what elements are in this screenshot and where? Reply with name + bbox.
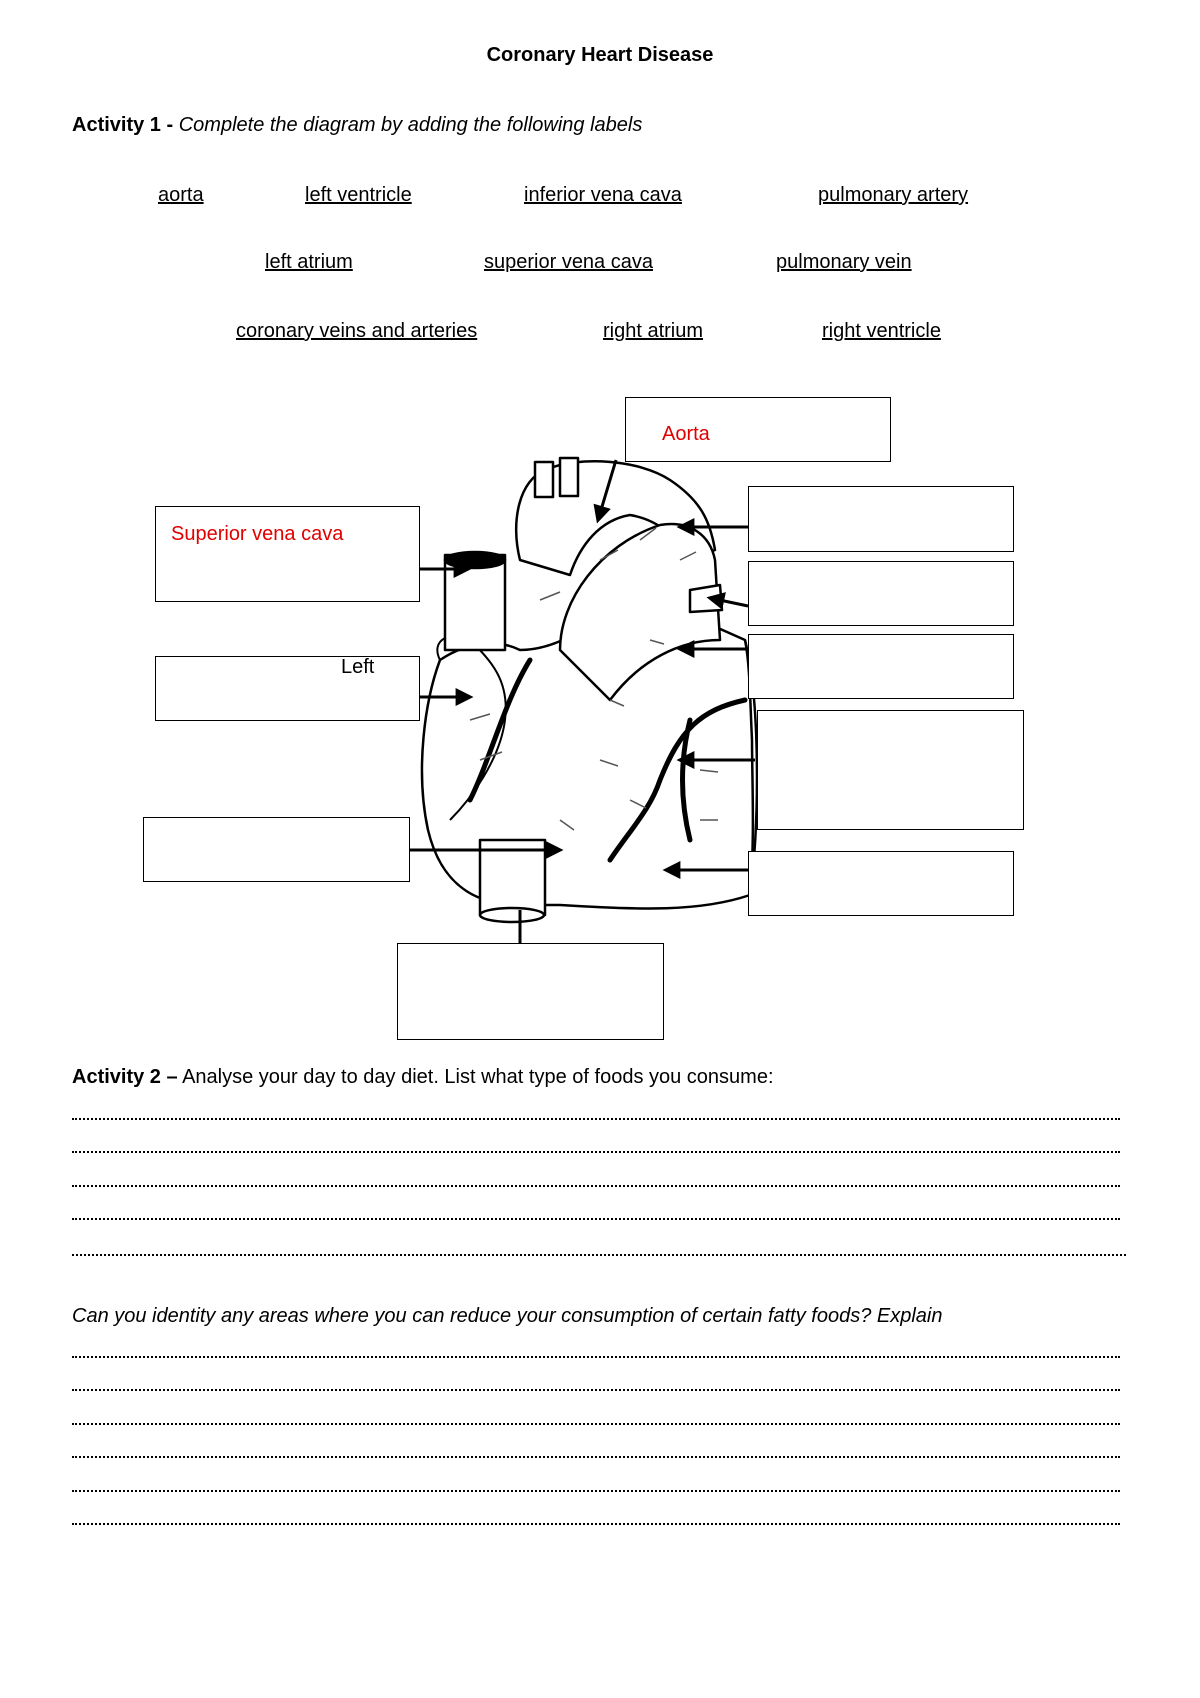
activity-2-heading: Activity 2 – [72, 1066, 178, 1088]
answer-line[interactable] [72, 1185, 1120, 1189]
label-box-empty[interactable] [748, 851, 1014, 916]
answer-line[interactable] [72, 1356, 1120, 1360]
activity-2-line [72, 1066, 774, 1089]
label-box-empty[interactable] [757, 710, 1024, 830]
activity-1-instruction: Complete the diagram by adding the following labels [178, 114, 643, 136]
label-box-empty[interactable] [748, 561, 1014, 626]
label-text-left: Left [341, 656, 375, 678]
answer-line[interactable] [72, 1490, 1120, 1494]
word-bank-item: pulmonary vein [776, 251, 912, 273]
activity-1-heading: Activity 1 - [72, 114, 174, 136]
word-bank-item: right ventricle [822, 320, 941, 342]
answer-line[interactable] [72, 1389, 1120, 1393]
word-bank-item: pulmonary artery [818, 184, 969, 206]
answer-line[interactable] [72, 1218, 1120, 1222]
word-bank-item: superior vena cava [484, 251, 653, 273]
answer-line[interactable] [72, 1151, 1120, 1155]
word-bank-item: right atrium [603, 320, 704, 342]
label-box-left[interactable] [155, 656, 420, 721]
label-box-superior-vena-cava[interactable] [155, 506, 420, 602]
answer-line[interactable] [72, 1423, 1120, 1427]
word-bank-item: inferior vena cava [524, 184, 682, 206]
label-text-superior-vena-cava: Superior vena cava [171, 523, 344, 545]
answer-line[interactable] [72, 1118, 1120, 1122]
activity-2-instruction: Analyse your day to day diet. List what type of foods you consume: [182, 1066, 774, 1088]
question-line [72, 1305, 943, 1328]
label-box-empty[interactable] [748, 634, 1014, 699]
label-box-empty[interactable] [143, 817, 410, 882]
answer-line[interactable] [72, 1254, 1126, 1258]
word-bank-item: left atrium [265, 251, 353, 273]
page-title: Coronary Heart Disease [486, 44, 714, 66]
question-text: Can you identity any areas where you can reduce your consumption of certain fatty foods? Explain [72, 1305, 943, 1327]
word-bank-item: coronary veins and arteries [236, 320, 478, 342]
word-bank-item: left ventricle [305, 184, 412, 206]
label-box-empty[interactable] [748, 486, 1014, 552]
label-text-aorta: Aorta [662, 423, 710, 445]
answer-line[interactable] [72, 1523, 1120, 1527]
answer-line[interactable] [72, 1456, 1120, 1460]
word-bank-item: aorta [158, 184, 204, 206]
label-box-empty[interactable] [397, 943, 664, 1040]
